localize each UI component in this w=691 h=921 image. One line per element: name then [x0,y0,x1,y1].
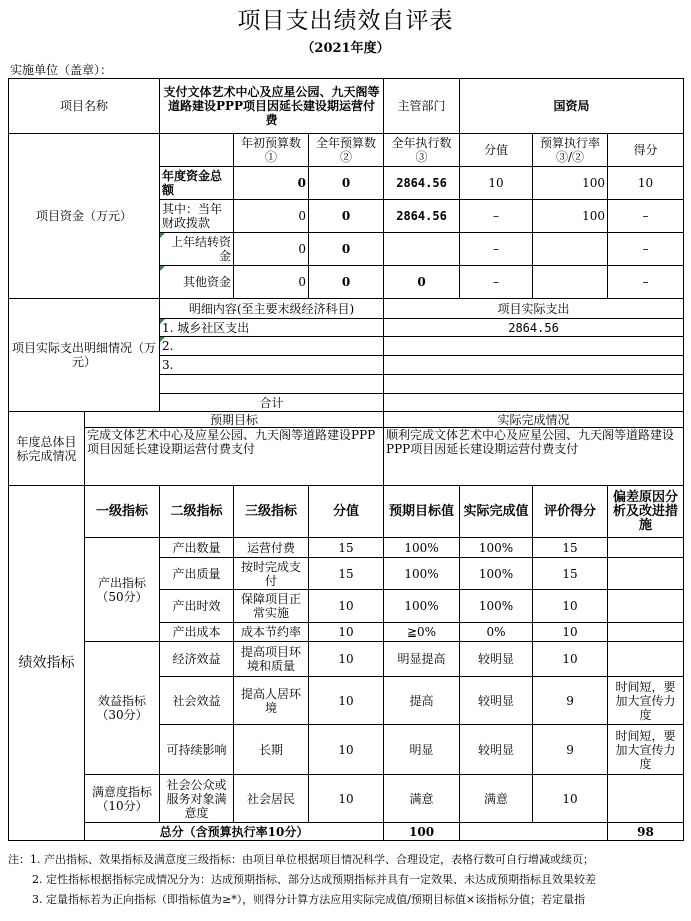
perf-header: 二级指标 [160,486,234,538]
goal-actual-text: 顺利完成文体艺术中心及应星公园、九天阁等道路建设PPP项目因延长建设期运营付费支付 [384,428,684,486]
funds-cell: 10 [460,167,533,200]
perf-score: 10 [309,677,384,725]
perf-expected: 100% [384,538,460,558]
perf-eval: 10 [533,623,608,642]
funds-cell: 0 [309,200,384,233]
perf-group-benefit: 效益指标（30分） [85,642,160,775]
funds-row-label: 上年结转资金 [160,233,234,266]
perf-group-satisfaction: 满意度指标（10分） [85,775,160,823]
funds-row-label: 其中：当年财政拨款 [160,200,234,233]
funds-row-label: 其他资金 [160,266,234,299]
perf-actual: 较明显 [460,677,533,725]
year-subtitle: （2021年度） [301,41,390,56]
note-line: 2. 定性指标根据指标完成情况分为：达成预期指标、部分达成预期指标并具有一定效果、未达成预期指标且效果较差 [32,873,596,886]
total-blank [460,823,608,841]
perf-l3: 提高项目环境和质量 [234,642,309,677]
perf-group-output: 产出指标（50分） [85,538,160,642]
perf-reason [608,558,684,590]
perf-actual: 100% [460,558,533,590]
page-title: 项目支出绩效自评表 [237,8,454,34]
funds-cell: 100 [533,200,608,233]
detail-total-value [384,394,684,412]
perf-expected: 100% [384,590,460,623]
funds-cell: 0 [309,167,384,200]
perf-actual: 0% [460,623,533,642]
perf-l2: 可持续影响 [160,725,234,775]
goal-actual-header: 实际完成情况 [384,412,684,428]
funds-header-3: 全年执行数③ [384,134,460,167]
detail-item: 2. [160,337,384,356]
funds-cell: 0 [234,233,309,266]
note-line: 3. 定量指标若为正向指标（即指标值为≥*），则得分计算方法应用实际完成值/预期目标值×该指标分值；若定量指 [32,893,586,906]
perf-eval: 9 [533,725,608,775]
perf-eval: 10 [533,775,608,823]
total-label: 总分（含预算执行率10分） [85,823,384,841]
perf-expected: 提高 [384,677,460,725]
perf-actual: 较明显 [460,725,533,775]
perf-reason: 时间短，要加大宣传力度 [608,725,684,775]
perf-label: 绩效指标 [9,486,85,841]
perf-expected: 100% [384,558,460,590]
funds-header-4: 分值 [460,134,533,167]
perf-l3: 长期 [234,725,309,775]
perf-eval: 10 [533,590,608,623]
detail-amount: 2864.56 [384,319,684,337]
funds-row-label: 年度资金总额 [160,167,234,200]
goal-expected-header: 预期目标 [85,412,384,428]
funds-cell: 0 [234,200,309,233]
funds-cell [533,233,608,266]
perf-score: 15 [309,538,384,558]
funds-cell: 0 [384,266,460,299]
funds-header-6: 得分 [608,134,684,167]
perf-l2: 产出数量 [160,538,234,558]
goal-expected-text: 完成文体艺术中心及应星公园、九天阁等道路建设PPP项目因延长建设期运营付费支付 [85,428,384,486]
perf-expected: 明显 [384,725,460,775]
evaluation-table [8,78,684,841]
perf-header: 评价得分 [533,486,608,538]
perf-l2: 社会公众或服务对象满意度 [160,775,234,823]
perf-eval: 10 [533,642,608,677]
funds-cell: 0 [234,266,309,299]
perf-expected: ≧0% [384,623,460,642]
perf-l2: 产出成本 [160,623,234,642]
perf-actual: 100% [460,538,533,558]
funds-header-2: 全年预算数② [309,134,384,167]
funds-cell: – [608,233,684,266]
funds-cell [384,233,460,266]
perf-score: 15 [309,558,384,590]
total-score: 100 [384,823,460,841]
unit-label: 实施单位（盖章）： [10,63,113,77]
dept-value: 国资局 [460,79,684,134]
funds-cell: – [608,266,684,299]
funds-cell: 0 [234,167,309,200]
perf-l3: 提高人居环境 [234,677,309,725]
perf-header: 分值 [309,486,384,538]
perf-expected: 明显提高 [384,642,460,677]
funds-label: 项目资金（万元） [9,134,160,299]
perf-l2: 产出质量 [160,558,234,590]
detail-item: 3. [160,356,384,375]
perf-l3: 按时完成支付 [234,558,309,590]
funds-cell: 10 [608,167,684,200]
perf-reason [608,590,684,623]
funds-header-5: 预算执行率③/② [533,134,608,167]
funds-cell: – [608,200,684,233]
funds-cell: – [460,233,533,266]
perf-score: 10 [309,642,384,677]
goal-label: 年度总体目标完成情况 [9,412,85,486]
funds-cell: – [460,200,533,233]
detail-amount [384,337,684,356]
funds-cell: 0 [309,233,384,266]
perf-reason: 时间短，要加大宣传力度 [608,677,684,725]
detail-total-label: 合计 [160,394,384,412]
detail-label: 项目实际支出明细情况（万元） [9,299,160,412]
detail-col2-header: 项目实际支出 [384,299,684,319]
total-eval: 98 [608,823,684,841]
perf-l3: 成本节约率 [234,623,309,642]
dept-label: 主管部门 [384,79,460,134]
perf-l2: 社会效益 [160,677,234,725]
perf-header: 实际完成值 [460,486,533,538]
funds-cell: – [460,266,533,299]
detail-col1-header: 明细内容(至主要末级经济科目) [160,299,384,319]
funds-blank-header [160,134,234,167]
perf-reason [608,642,684,677]
perf-reason [608,775,684,823]
perf-eval: 15 [533,538,608,558]
funds-cell: 2864.56 [384,200,460,233]
funds-cell: 0 [309,266,384,299]
perf-actual: 满意 [460,775,533,823]
perf-reason [608,538,684,558]
perf-expected: 满意 [384,775,460,823]
perf-header: 偏差原因分析及改进措施 [608,486,684,538]
perf-header: 预期目标值 [384,486,460,538]
note-line: 注：1. 产出指标、效果指标及满意度三级指标：由项目单位根据项目情况科学、合理设定，表格行数可自行增减或续页； [8,853,594,866]
perf-l2: 产出时效 [160,590,234,623]
detail-item [160,375,384,394]
detail-amount [384,356,684,375]
perf-eval: 15 [533,558,608,590]
perf-score: 10 [309,725,384,775]
funds-cell: 100 [533,167,608,200]
perf-score: 10 [309,775,384,823]
perf-l3: 运营付费 [234,538,309,558]
perf-score: 10 [309,590,384,623]
perf-l3: 保障项目正常实施 [234,590,309,623]
project-name-label: 项目名称 [9,79,160,134]
perf-actual: 较明显 [460,642,533,677]
perf-header: 三级指标 [234,486,309,538]
notes [8,850,683,910]
perf-l2: 经济效益 [160,642,234,677]
perf-reason [608,623,684,642]
perf-eval: 9 [533,677,608,725]
detail-item: 1. 城乡社区支出 [160,319,384,337]
perf-score: 10 [309,623,384,642]
perf-header: 一级指标 [85,486,160,538]
funds-cell: 2864.56 [384,167,460,200]
funds-header-1: 年初预算数① [234,134,309,167]
detail-amount [384,375,684,394]
funds-cell [533,266,608,299]
perf-l3: 社会居民 [234,775,309,823]
project-name: 支付文体艺术中心及应星公园、九天阁等道路建设PPP项目因延长建设期运营付费 [160,79,384,134]
perf-actual: 100% [460,590,533,623]
